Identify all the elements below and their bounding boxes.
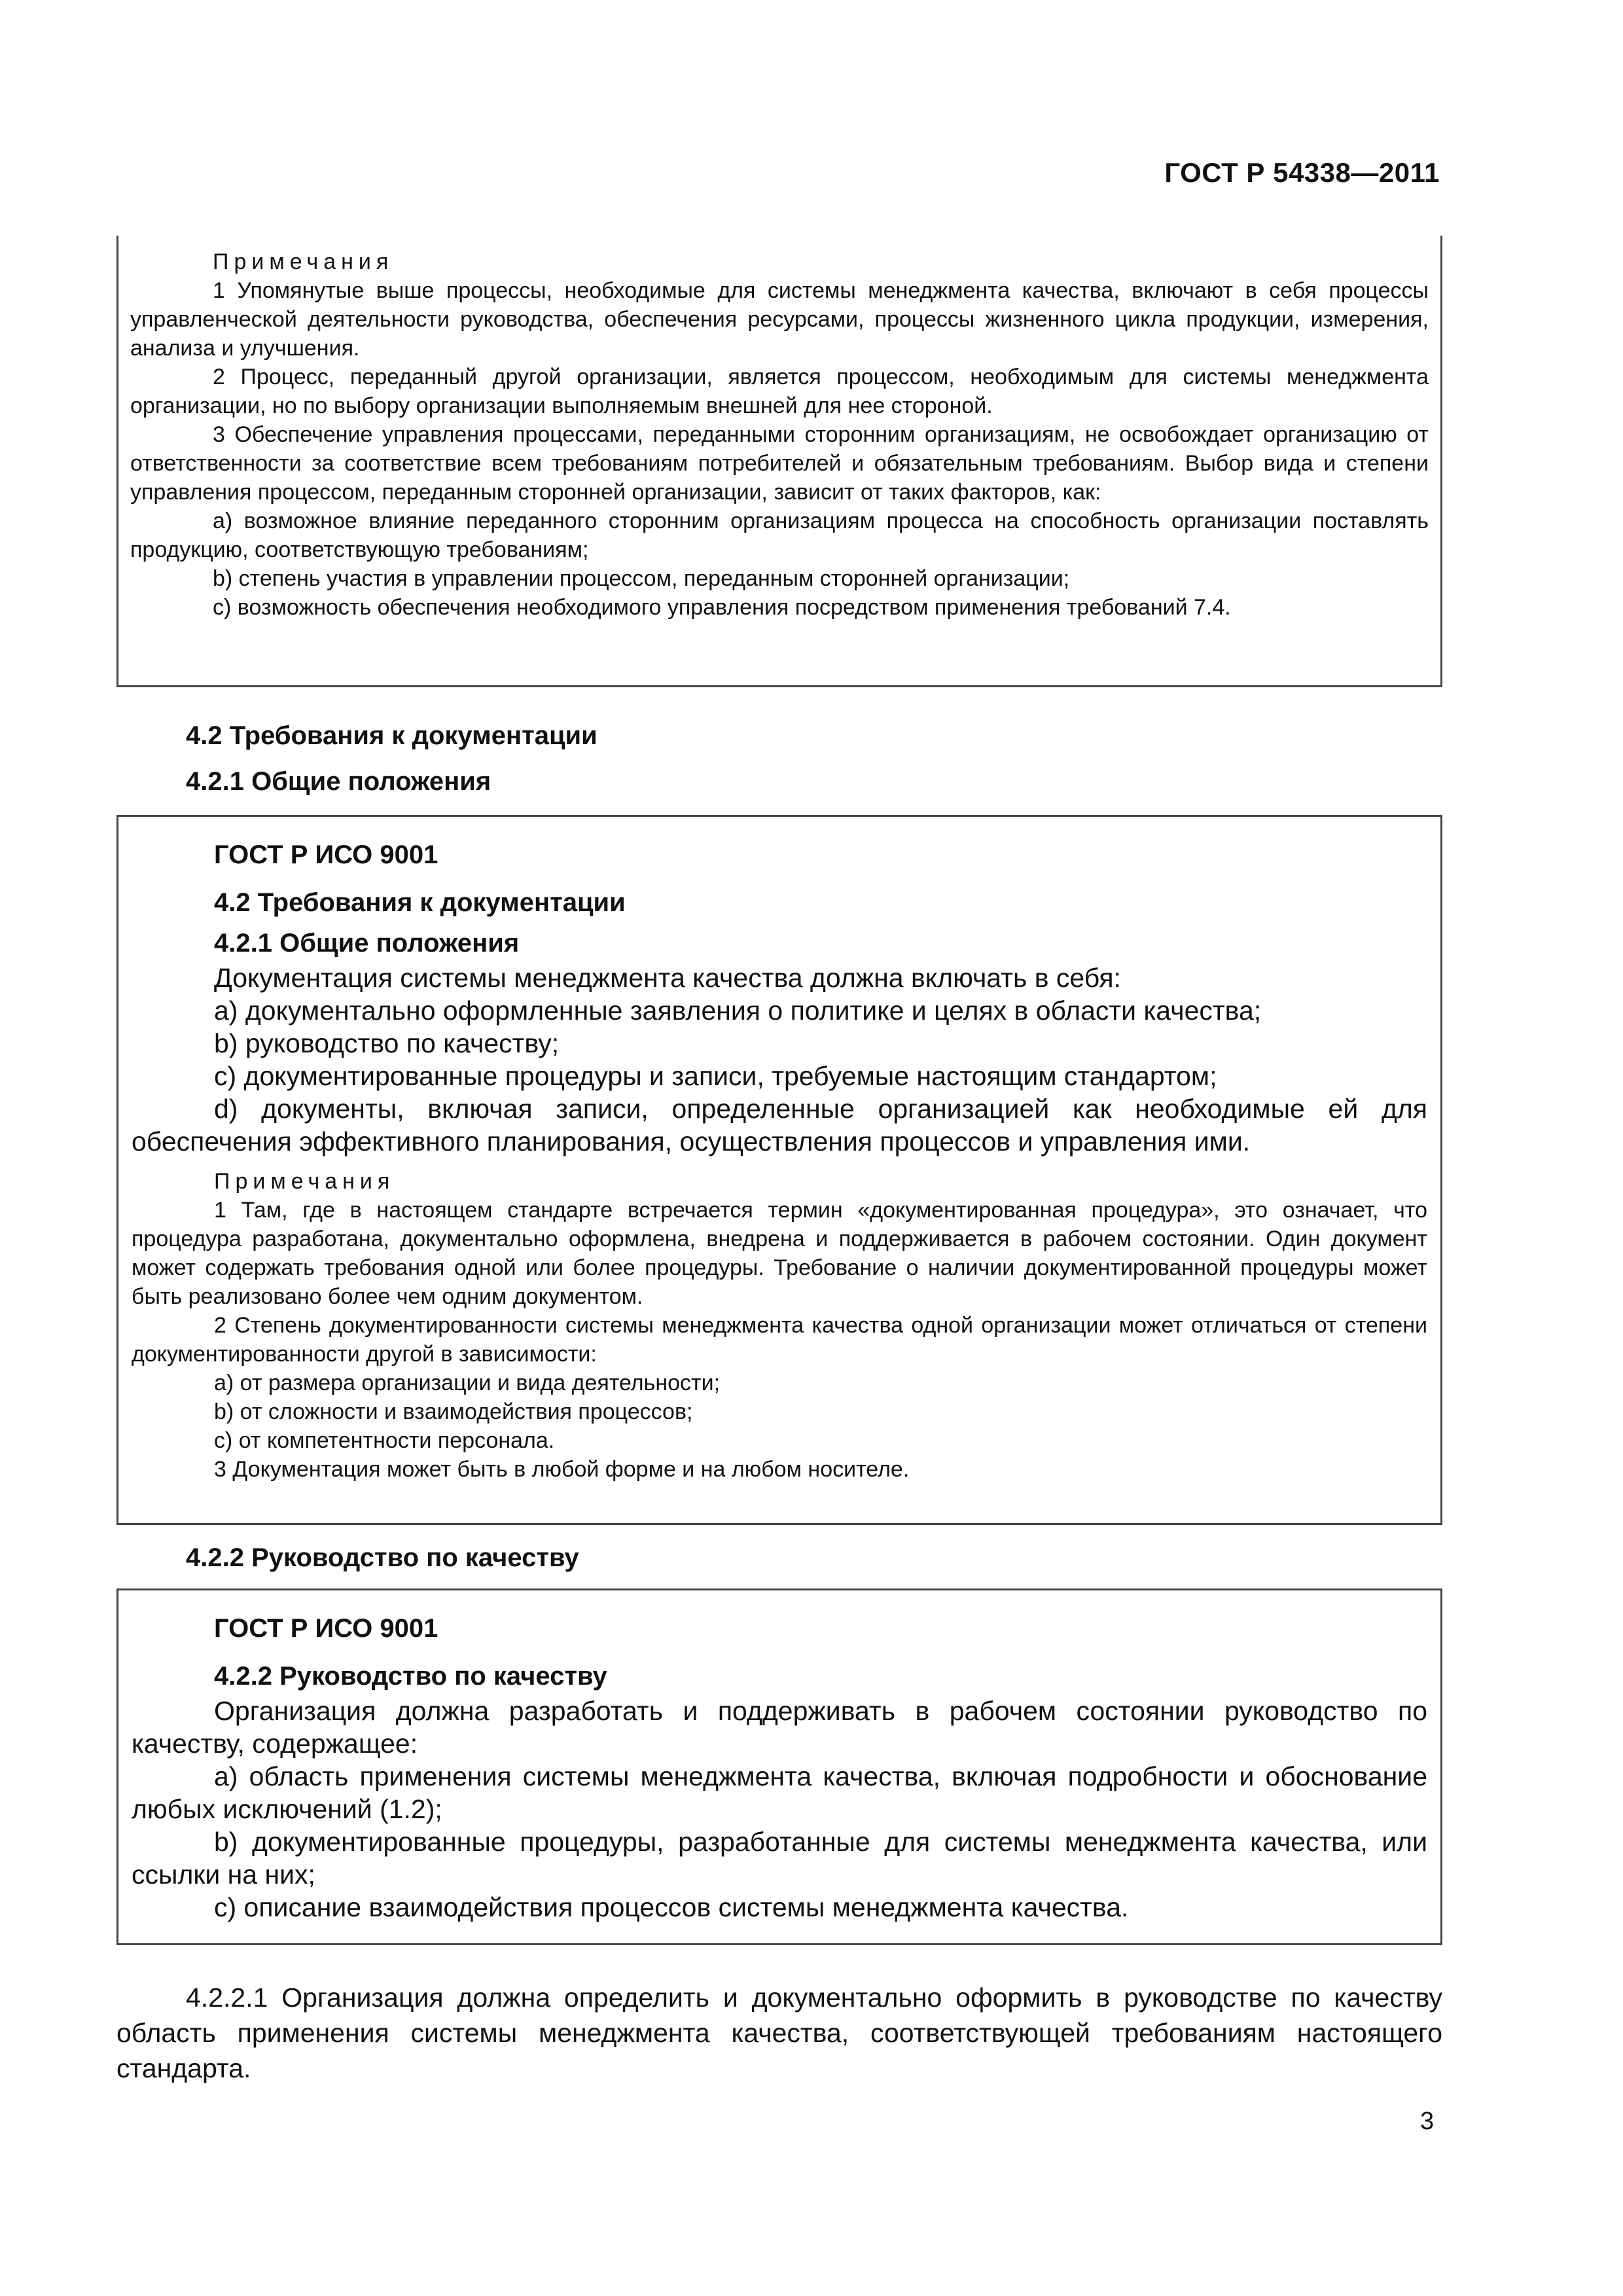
quote2-heading: 4.2.2 Руководство по качеству [214, 1662, 607, 1691]
quote-item-c: c) документированные процедуры и записи, требуемые настоящим стандартом; [214, 1061, 1217, 1091]
quote2-intro: Организация должна разработать и поддерживать в рабочем состоянии руководство по качеству, содержащее: [132, 1696, 1427, 1759]
quote2-item-c: c) описание взаимодействия процессов системы менеджмента качества. [214, 1892, 1129, 1922]
quote-notes [132, 1196, 1427, 1484]
note-1: 1 Упомянутые выше процессы, необходимые для системы менеджмента качества, включают в себя процессы управленческой деятельности руководства, обеспечения ресурсами, процессы жизненного цикла продукции, измерения, анализа и улучшения. [130, 278, 1429, 361]
quote-intro: Документация системы менеджмента качества должна включать в себя: [214, 963, 1121, 993]
notes-content [130, 276, 1429, 622]
note-3-item-a: a) возможное влияние переданного сторонним организациям процесса на способность организации поставлять продукцию, соответствующую требованиям; [130, 509, 1429, 562]
quote-note-2-c: c) от компетентности персонала. [214, 1428, 555, 1453]
page-number: 3 [1420, 2108, 1435, 2135]
quote-body [132, 961, 1427, 1158]
standard-quote-box-4-2-2 [116, 1588, 1442, 1945]
section-heading-4-2-2: 4.2.2 Руководство по качеству [186, 1543, 579, 1572]
quote2-body [132, 1695, 1427, 1924]
quote-note-2: 2 Степень документированности системы менеджмента качества одной организации может отличаться от степени документированности другой в зависимости: [132, 1313, 1427, 1367]
note-3-item-c: c) возможность обеспечения необходимого управления посредством применения требований 7.4. [213, 595, 1231, 620]
note-2: 2 Процесс, переданный другой организации, является процессом, необходимым для системы менеджмента организации, но по выбору организации выполняемым внешней для нее стороной. [130, 365, 1429, 418]
paragraph-4-2-2-1 [116, 1980, 1442, 2086]
standard-quote-box-4-2-1 [116, 815, 1442, 1525]
quote-item-b: b) руководство по качеству; [214, 1028, 560, 1058]
note-3: 3 Обеспечение управления процессами, переданными сторонним организациям, не освобождает организацию от ответственности за соответствие всем требованиям потребителей и обязательным требованиям. Выбор вида и степени управления процессом, переданным сторонней организации, зависит от таких факторов, как: [130, 422, 1429, 505]
quote2-source-title: ГОСТ Р ИСО 9001 [214, 1614, 438, 1643]
quote-source-title: ГОСТ Р ИСО 9001 [214, 840, 438, 869]
paragraph-4-2-2-1-text: 4.2.2.1 Организация должна определить и документально оформить в руководстве по качеству область применения системы менеджмента качества, соответствующей требованиям настоящего стандарта. [116, 1982, 1442, 2083]
section-heading-4-2-1: 4.2.1 Общие положения [186, 767, 491, 796]
quote-item-a: a) документально оформленные заявления о политике и целях в области качества; [214, 996, 1262, 1026]
quote-item-d: d) документы, включая записи, определенные организацией как необходимые ей для обеспечения эффективного планирования, осуществления процессов и управления ими. [132, 1094, 1427, 1157]
document-header: ГОСТ Р 54338—2011 [1164, 157, 1440, 188]
notes-title: Примечания [213, 249, 394, 274]
quote-note-3: 3 Документация может быть в любой форме и на любом носителе. [214, 1457, 910, 1482]
quote-note-2-b: b) от сложности и взаимодействия процессов; [214, 1399, 693, 1424]
notes-box-top [116, 236, 1442, 687]
quote-notes-title: Примечания [214, 1169, 395, 1194]
quote-note-1: 1 Там, где в настоящем стандарте встречается термин «документированная процедура», это означает, что процедура разработана, документально оформлена, внедрена и поддерживается в рабочем состоянии. Один документ может содержать требования одной или более процедуры. Требование о наличии документированной процедуры может быть реализовано более чем одним документом. [132, 1198, 1427, 1309]
note-3-item-b: b) степень участия в управлении процессом, переданным сторонней организации; [213, 566, 1070, 591]
quote2-item-b: b) документированные процедуры, разработанные для системы менеджмента качества, или ссылки на них; [132, 1827, 1427, 1890]
quote2-item-a: a) область применения системы менеджмента качества, включая подробности и обоснование любых исключений (1.2); [132, 1761, 1427, 1824]
quote-heading-4-2: 4.2 Требования к документации [214, 888, 626, 917]
quote-note-2-a: a) от размера организации и вида деятельности; [214, 1371, 721, 1395]
section-heading-4-2: 4.2 Требования к документации [186, 721, 597, 750]
quote-heading-4-2-1: 4.2.1 Общие положения [214, 929, 520, 958]
